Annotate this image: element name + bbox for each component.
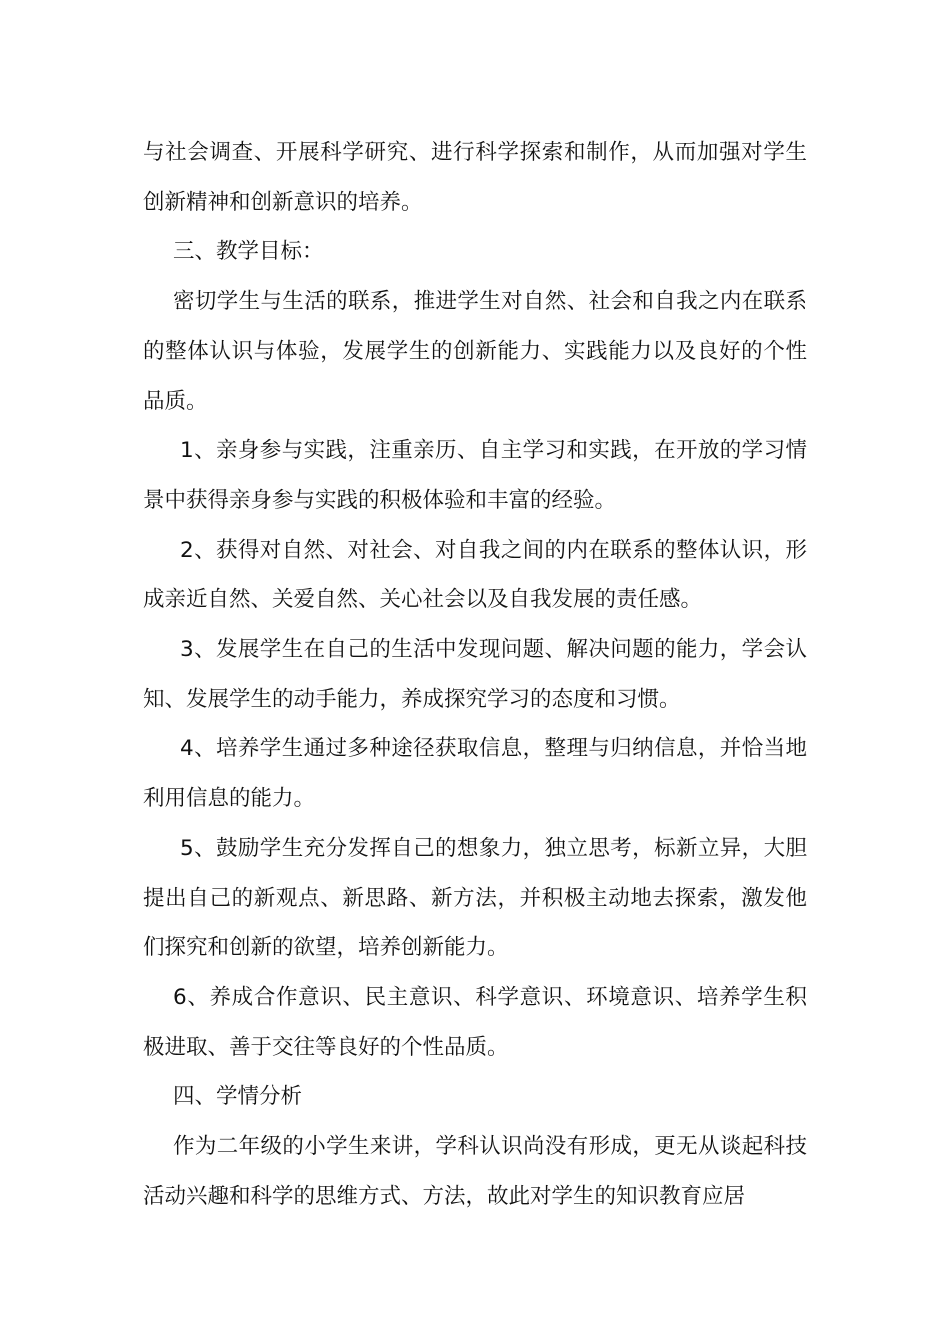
goal-item-5: 5、鼓励学生充分发挥自己的想象力，独立思考，标新立异，大胆提出自己的新观点、新思路、新方法，并积极主动地去探索，激发他们探究和创新的欲望，培养创新能力。: [143, 835, 807, 961]
heading-student-analysis: 四、学情分析: [173, 1084, 303, 1110]
goal-item-1: 1、亲身参与实践，注重亲历、自主学习和实践，在开放的学习情景中获得亲身参与实践的积极体验和丰富的经验。: [143, 438, 807, 513]
goal-item-2: 2、获得对自然、对社会、对自我之间的内在联系的整体认识，形成亲近自然、关爱自然、关心社会以及自我发展的责任感。: [143, 537, 807, 613]
document-body: [143, 128, 807, 1221]
paragraph-continued-intro: 与社会调查、开展科学研究、进行科学探索和制作，从而加强对学生创新精神和创新意识的培养。: [143, 140, 807, 215]
paragraph-goals-summary: 密切学生与生活的联系，推进学生对自然、社会和自我之内在联系的整体认识与体验，发展学生的创新能力、实践能力以及良好的个性品质。: [143, 289, 807, 414]
heading-teaching-goals: 三、教学目标：: [173, 239, 324, 265]
goal-item-4: 4、培养学生通过多种途径获取信息，整理与归纳信息，并恰当地利用信息的能力。: [143, 736, 807, 812]
paragraph-student-analysis: 作为二年级的小学生来讲，学科认识尚没有形成，更无从谈起科技活动兴趣和科学的思维方式、方法，故此对学生的知识教育应居: [143, 1134, 807, 1209]
goal-item-3: 3、发展学生在自己的生活中发现问题、解决问题的能力，学会认知、发展学生的动手能力，养成探究学习的态度和习惯。: [143, 637, 807, 712]
goal-item-6: 6、养成合作意识、民主意识、科学意识、环境意识、培养学生积极进取、善于交往等良好的个性品质。: [143, 984, 807, 1060]
